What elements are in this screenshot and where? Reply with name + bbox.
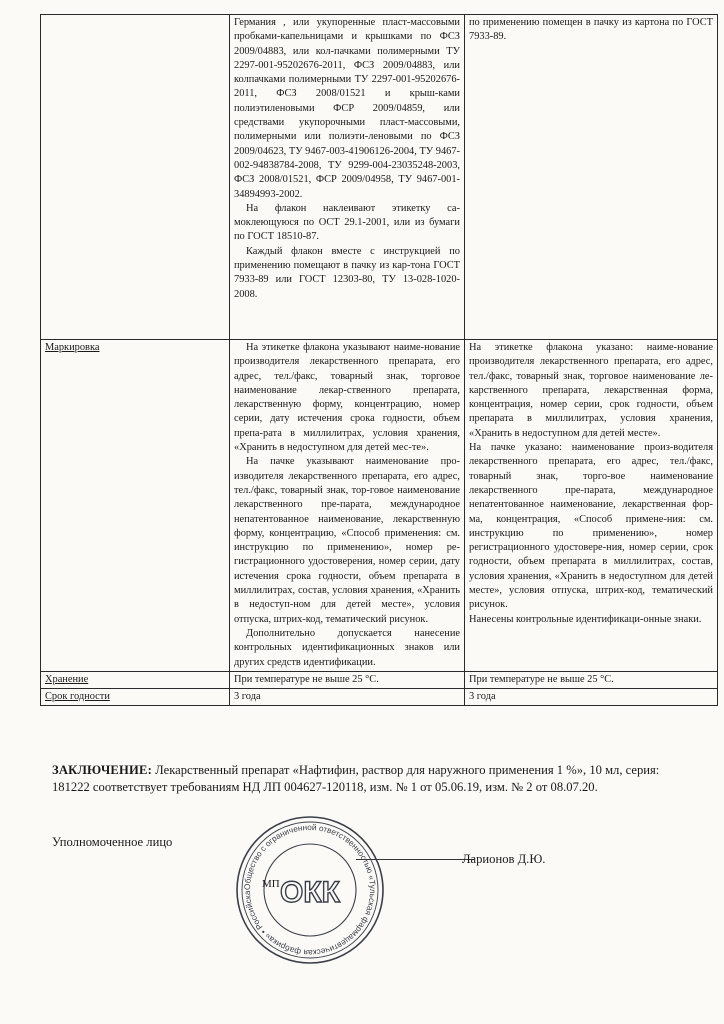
packaging-req-para-2: На флакон наклеивают этикетку са-моклеющуюся по ОСТ 29.1-2001, или из бумаги по ГОСТ 18510-87.	[234, 202, 460, 243]
marking-requirement-cell	[230, 340, 465, 672]
signer-name: Ларионов Д.Ю.	[462, 852, 546, 866]
marking-req-para-3: Дополнительно допускается нанесение контрольных идентификационных знаков или других средств идентификации.	[234, 627, 460, 668]
packaging-result-cell	[465, 15, 718, 340]
marking-req-para-1: На этикетке флакона указывают наиме-нование производителя лекарственного препарата, его адрес, тел./факс, товарный знак, торговое наименование лекар-ственного препарата, лекарственную форму, концентрацию, номер серии, дату истечения срока годности, объем препа-рата в миллилитрах, условия хранения, «Хранить в недоступном для детей мес-те».	[234, 342, 460, 454]
storage-requirement-cell	[230, 671, 465, 688]
seal-graphic	[232, 812, 388, 968]
shelf-life-requirement: 3 года	[234, 691, 261, 703]
storage-label-cell	[41, 671, 230, 688]
marking-result-cell	[465, 340, 718, 672]
table-row-storage	[41, 671, 718, 688]
marking-req-para-2: На пачке указывают наименование про-изводителя лекарственного препарата, его адрес, тел./факс, товарный знак, тор-говое наименование лекарственного пре-парата, международное непатентованное наименование, лекарственную форму, концентрацию, «Способ применения: см. инструкцию по применению», номер ре-гистрационного удостоверения, номер серии, дату истечения срока годности, объем препарата в миллилитрах, состав, условия хранения, «Хранить в недоступ-ном для детей месте», условия отпуска, штрих-код, тематический рисунок.	[234, 456, 460, 625]
marking-result-para-2: На пачке указано: наименование произ-водителя лекарственного препарата, его адрес, тел./факс, товарный знак, торго-вое наименование лекарственного пре-парата, международное непатентованное наименование, лекарственная фор-ма, концентрация, «Способ примене-ния: см. инструкцию по применению», номер регистрационного удостовере-ния, номер серии, срок годности, объем препарата в миллилитрах, состав, условия хранения, «Хранить в недоступном для детей месте», условия отпуска, штрих-код, тематический рисунок.	[469, 442, 713, 611]
storage-result-cell	[465, 671, 718, 688]
stamp-place-mark: МП	[262, 878, 280, 890]
packaging-label-cell	[41, 15, 230, 340]
storage-requirement: При температуре не выше 25 °С.	[234, 673, 379, 685]
shelf-life-label-cell	[41, 689, 230, 706]
shelf-life-requirement-cell	[230, 689, 465, 706]
table-row-marking	[41, 340, 718, 672]
shelf-life-result-cell	[465, 689, 718, 706]
marking-result-para-1: На этикетке флакона указано: наиме-нование производителя лекарственного препарата, его адрес, тел./факс, товарный знак, торговое наименование ле-карственного препарата, лекарственная форма, концентрация, номер серии, срок годности, объем препарата в миллилитрах, условия хранения, «Хранить в недоступном для детей месте».	[469, 342, 713, 439]
packaging-requirement-cell	[230, 15, 465, 340]
marking-label-cell	[41, 340, 230, 672]
company-seal	[232, 812, 388, 968]
conclusion	[52, 762, 682, 796]
seal-ring-text: Общество с ограниченной ответственностью «Тульская фармацевтическая фабрика» • Российска	[242, 822, 378, 958]
packaging-result-text: по применению помещен в пачку из картона по ГОСТ 7933-89.	[469, 17, 713, 43]
conclusion-heading: ЗАКЛЮЧЕНИЕ:	[52, 763, 152, 777]
storage-label: Хранение	[45, 673, 89, 685]
authorized-person-label: Уполномоченное лицо	[52, 835, 173, 849]
seal-center-text: ОКК	[280, 876, 340, 909]
packaging-req-para-1: Германия , или укупоренные пласт-массовыми пробками-капельницами и крышками по ФСЗ 2009/04883, или кол-пачками полимерными ТУ 2297-001-95202676-2011, ФСЗ 2009/04883, или колпачками полимерными ТУ 2297-001-95202676-2011, ФСЗ 2008/01521 и крыш-ками полиэтиленовыми ФСР 2009/04859, или средствами укупорочными пласт-массовыми, полимерными или полиэти-леновыми по ФСЗ 2009/04623, ТУ 9467-003-41906126-2004, ТУ 9467-002-94838784-2008, ТУ 9299-004-23035248-2003, ФСЗ 2008/01521, ФСР 2009/04958, ТУ 9467-001-34894993-2002.	[234, 17, 460, 200]
packaging-req-para-3: Каждый флакон вместе с инструкцией по применению помещают в пачку из кар-тона ГОСТ 7933-89 или ГОСТ 12303-80, ТУ 13-028-1020-2008.	[234, 245, 460, 300]
conclusion-text: Лекарственный препарат «Нафтифин, раствор для наружного применения 1 %», 10 мл, серия: 181222 соответствует требованиям НД ЛП 004627-120118, изм. № 1 от 05.06.19, изм. № 2 от 08.07.20.	[52, 763, 660, 794]
table-row-shelf-life	[41, 689, 718, 706]
shelf-life-result: 3 года	[469, 691, 496, 703]
marking-result-para-3: Нанесены контрольные идентификаци-онные знаки.	[469, 613, 702, 625]
storage-result: При температуре не выше 25 °С.	[469, 673, 614, 685]
shelf-life-label: Срок годности	[45, 691, 110, 703]
marking-label: Маркировка	[45, 342, 100, 353]
table-row-packaging	[41, 15, 718, 340]
specification-table	[40, 14, 718, 706]
